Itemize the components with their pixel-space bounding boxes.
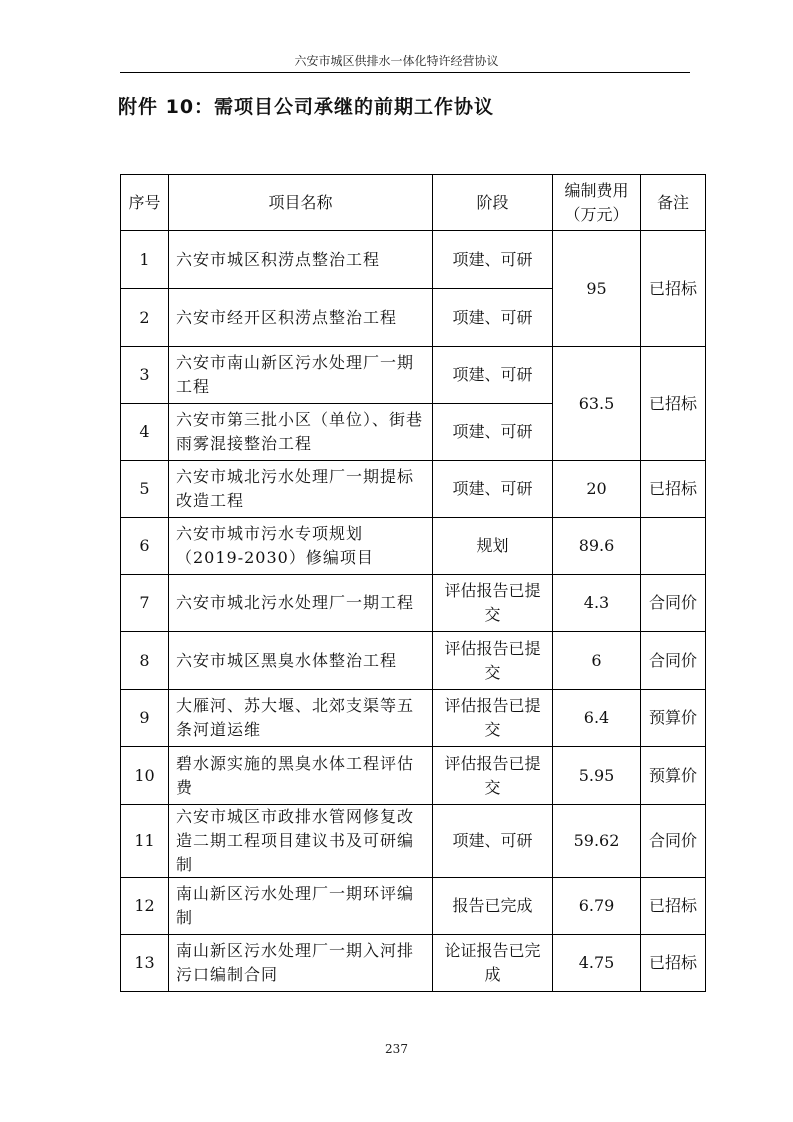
table-header-row xyxy=(121,175,706,231)
row-seq: 5 xyxy=(121,461,169,518)
header-note: 备注 xyxy=(641,175,706,231)
row-stage: 评估报告已提交 xyxy=(433,632,553,690)
row-name: 南山新区污水处理厂一期入河排污口编制合同 xyxy=(169,935,433,992)
row-seq: 13 xyxy=(121,935,169,992)
row-stage: 评估报告已提交 xyxy=(433,690,553,747)
row-seq: 1 xyxy=(121,231,169,289)
row-note xyxy=(641,518,706,575)
header-name: 项目名称 xyxy=(169,175,433,231)
row-seq: 3 xyxy=(121,347,169,404)
row-stage: 项建、可研 xyxy=(433,461,553,518)
row-note-merged: 已招标 xyxy=(641,231,706,347)
row-cost: 6.4 xyxy=(553,690,641,747)
header-stage: 阶段 xyxy=(433,175,553,231)
row-seq: 4 xyxy=(121,404,169,461)
row-note-merged: 已招标 xyxy=(641,347,706,461)
row-note: 已招标 xyxy=(641,935,706,992)
row-cost-merged: 63.5 xyxy=(553,347,641,461)
row-seq: 2 xyxy=(121,289,169,347)
row-stage: 项建、可研 xyxy=(433,805,553,878)
row-seq: 7 xyxy=(121,575,169,632)
row-name: 碧水源实施的黑臭水体工程评估费 xyxy=(169,747,433,805)
row-name: 大雁河、苏大堰、北郊支渠等五条河道运维 xyxy=(169,690,433,747)
table-row xyxy=(121,575,706,632)
row-cost: 89.6 xyxy=(553,518,641,575)
row-stage: 项建、可研 xyxy=(433,231,553,289)
row-stage: 项建、可研 xyxy=(433,404,553,461)
table-row xyxy=(121,461,706,518)
row-note: 已招标 xyxy=(641,461,706,518)
row-cost: 6.79 xyxy=(553,878,641,935)
row-stage: 规划 xyxy=(433,518,553,575)
running-header: 六安市城区供排水一体化特许经营协议 xyxy=(294,54,499,68)
row-stage: 评估报告已提交 xyxy=(433,575,553,632)
row-name: 六安市南山新区污水处理厂一期工程 xyxy=(169,347,433,404)
table-row xyxy=(121,632,706,690)
row-note: 合同价 xyxy=(641,805,706,878)
row-stage: 评估报告已提交 xyxy=(433,747,553,805)
row-stage: 项建、可研 xyxy=(433,347,553,404)
row-name: 六安市城区市政排水管网修复改造二期工程项目建议书及可研编制 xyxy=(169,805,433,878)
row-seq: 8 xyxy=(121,632,169,690)
row-cost: 20 xyxy=(553,461,641,518)
row-name: 六安市城区积涝点整治工程 xyxy=(169,231,433,289)
row-name: 六安市第三批小区（单位）、街巷雨雾混接整治工程 xyxy=(169,404,433,461)
row-stage: 报告已完成 xyxy=(433,878,553,935)
row-name: 南山新区污水处理厂一期环评编制 xyxy=(169,878,433,935)
row-stage: 论证报告已完成 xyxy=(433,935,553,992)
row-cost: 4.3 xyxy=(553,575,641,632)
row-seq: 10 xyxy=(121,747,169,805)
table-row xyxy=(121,690,706,747)
row-note: 预算价 xyxy=(641,690,706,747)
row-name: 六安市城北污水处理厂一期提标改造工程 xyxy=(169,461,433,518)
row-cost: 59.62 xyxy=(553,805,641,878)
header-seq: 序号 xyxy=(121,175,169,231)
row-name: 六安市城区黑臭水体整治工程 xyxy=(169,632,433,690)
row-seq: 12 xyxy=(121,878,169,935)
table-row xyxy=(121,747,706,805)
page-number: 237 xyxy=(385,1042,408,1056)
row-seq: 6 xyxy=(121,518,169,575)
row-cost-merged: 95 xyxy=(553,231,641,347)
row-name: 六安市城北污水处理厂一期工程 xyxy=(169,575,433,632)
row-name: 六安市城市污水专项规划（2019-2030）修编项目 xyxy=(169,518,433,575)
table-row xyxy=(121,935,706,992)
document-title: 附件 10：需项目公司承继的前期工作协议 xyxy=(118,96,495,118)
row-note: 已招标 xyxy=(641,878,706,935)
row-note: 预算价 xyxy=(641,747,706,805)
row-stage: 项建、可研 xyxy=(433,289,553,347)
row-cost: 6 xyxy=(553,632,641,690)
table-row xyxy=(121,878,706,935)
row-cost: 5.95 xyxy=(553,747,641,805)
project-table xyxy=(120,174,706,992)
row-note: 合同价 xyxy=(641,632,706,690)
table-row xyxy=(121,347,706,404)
row-seq: 11 xyxy=(121,805,169,878)
table-row xyxy=(121,518,706,575)
table-row xyxy=(121,231,706,289)
row-note: 合同价 xyxy=(641,575,706,632)
row-cost: 4.75 xyxy=(553,935,641,992)
table-row xyxy=(121,805,706,878)
row-name: 六安市经开区积涝点整治工程 xyxy=(169,289,433,347)
row-seq: 9 xyxy=(121,690,169,747)
header-rule xyxy=(120,72,690,73)
header-cost: 编制费用（万元） xyxy=(553,175,641,231)
